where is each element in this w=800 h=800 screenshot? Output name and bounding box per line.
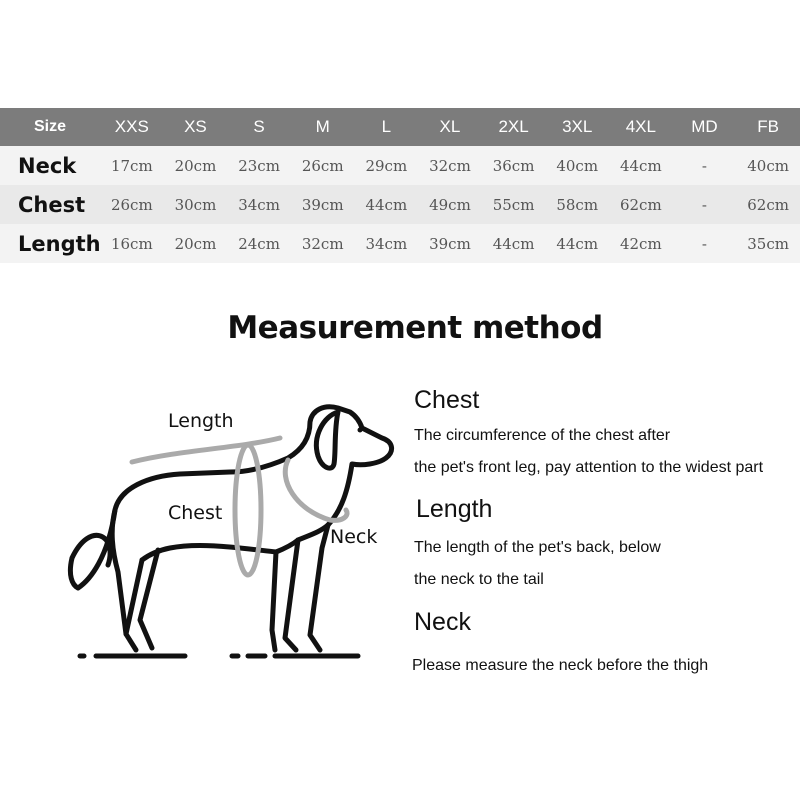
table-row-neck xyxy=(0,146,800,185)
length-description-line: The length of the pet's back, below xyxy=(414,539,661,556)
table-cell: 44cm xyxy=(365,195,408,214)
table-cell: - xyxy=(701,234,707,253)
table-cell: 20cm xyxy=(174,156,217,175)
table-cell: 32cm xyxy=(301,234,344,253)
length-heading: Length xyxy=(416,495,493,523)
table-cell: 26cm xyxy=(110,195,153,214)
diagram-label-length: Length xyxy=(168,410,234,432)
table-cell: 34cm xyxy=(365,234,408,253)
row-label-length: Length xyxy=(18,231,101,256)
diagram-label-neck: Neck xyxy=(330,526,378,548)
table-cell: 20cm xyxy=(174,234,217,253)
table-cell: 26cm xyxy=(301,156,344,175)
size-header-xs: XS xyxy=(184,117,207,136)
table-cell: - xyxy=(701,195,707,214)
table-cell: 32cm xyxy=(429,156,471,175)
table-cell: 17cm xyxy=(110,156,153,175)
size-header-3xl: 3XL xyxy=(562,117,593,136)
size-header-label: Size xyxy=(33,118,66,135)
chest-description-line: The circumference of the chest after xyxy=(414,427,671,444)
table-cell: 30cm xyxy=(174,195,217,214)
diagram-label-chest: Chest xyxy=(168,502,223,524)
row-label-chest: Chest xyxy=(18,192,86,217)
table-cell: 24cm xyxy=(238,234,280,253)
row-label-neck: Neck xyxy=(18,153,77,178)
table-cell: 40cm xyxy=(556,156,599,175)
table-cell: 39cm xyxy=(429,234,471,253)
table-cell: 42cm xyxy=(619,234,662,253)
table-cell: 49cm xyxy=(429,195,471,214)
size-header-s: S xyxy=(253,117,265,136)
length-description-line: the neck to the tail xyxy=(414,571,544,588)
measurement-method-title: Measurement method xyxy=(227,310,603,346)
size-header-xl: XL xyxy=(439,117,461,136)
size-header-row xyxy=(0,108,800,146)
neck-description-line: Please measure the neck before the thigh xyxy=(412,657,709,674)
table-cell: 23cm xyxy=(238,156,280,175)
table-cell: 44cm xyxy=(619,156,662,175)
table-cell: - xyxy=(701,156,707,175)
table-row-length xyxy=(0,224,800,263)
size-chart-table xyxy=(0,108,800,263)
table-cell: 58cm xyxy=(556,195,599,214)
chest-heading: Chest xyxy=(414,386,480,414)
size-header-m: M xyxy=(315,117,330,136)
table-cell: 62cm xyxy=(619,195,662,214)
size-header-md: MD xyxy=(691,117,718,136)
table-cell: 62cm xyxy=(747,195,789,214)
dog-measurement-diagram xyxy=(60,390,410,680)
table-cell: 44cm xyxy=(556,234,599,253)
table-cell: 55cm xyxy=(492,195,535,214)
size-header-4xl: 4XL xyxy=(625,117,656,136)
table-cell: 36cm xyxy=(492,156,535,175)
size-header-2xl: 2XL xyxy=(498,117,529,136)
size-header-xxs: XXS xyxy=(114,117,149,136)
chest-description-line: the pet's front leg, pay attention to the widest part xyxy=(414,459,764,476)
table-cell: 34cm xyxy=(238,195,280,214)
table-row-chest xyxy=(0,185,800,224)
size-header-l: L xyxy=(381,117,392,136)
table-cell: 35cm xyxy=(747,234,789,253)
table-cell: 44cm xyxy=(492,234,535,253)
table-cell: 29cm xyxy=(365,156,408,175)
size-header-fb: FB xyxy=(757,117,779,136)
neck-heading: Neck xyxy=(414,608,471,636)
table-cell: 39cm xyxy=(301,195,344,214)
table-cell: 40cm xyxy=(747,156,789,175)
table-cell: 16cm xyxy=(110,234,153,253)
